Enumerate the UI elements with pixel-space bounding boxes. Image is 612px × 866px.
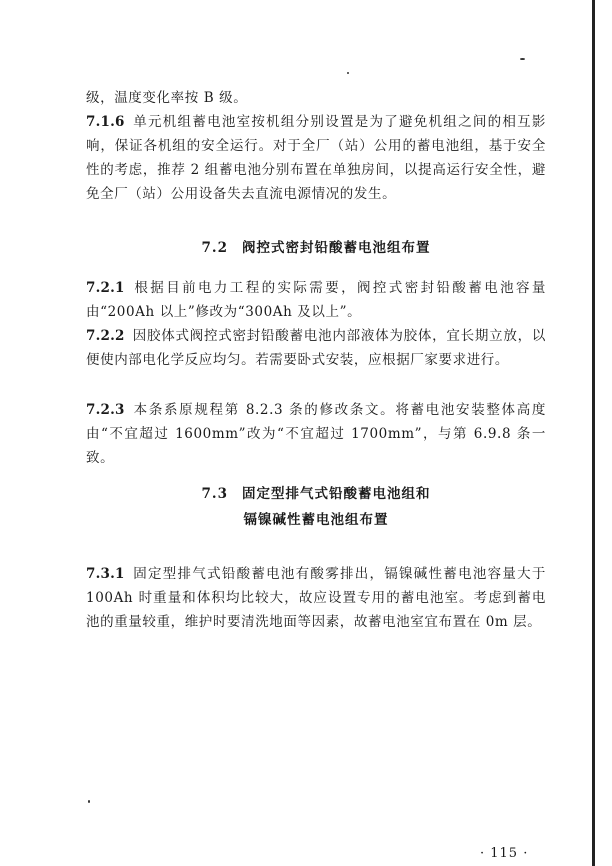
- clause-text: 本条系原规程第 8.2.3 条的修改条文。将蓄电池安装整体高度由“不宜超过 1600mm”改为“不宜超过 1700mm”，与第 6.9.8 条一致。: [86, 402, 546, 466]
- intro-line: 级，温度变化率按 B 级。: [86, 90, 248, 106]
- page-number: · 115 ·: [480, 846, 529, 861]
- section-number: 7.2: [201, 240, 228, 256]
- section-title-line2: 镉镍碱性蓄电池组布置: [243, 512, 389, 528]
- clause-number: 7.2.2: [86, 328, 125, 344]
- clause-7-3-1: [86, 562, 546, 634]
- clause-text: 根据目前电力工程的实际需要，阀控式密封铅酸蓄电池容量由“200Ah 以上”修改为“300Ah 及以上”。: [86, 280, 546, 320]
- section-heading-7-3: [86, 482, 546, 506]
- scan-speck: [88, 800, 90, 803]
- clause-7-2-2: [86, 324, 546, 372]
- clause-7-1-6: [86, 110, 546, 206]
- clause-number: 7.3.1: [86, 566, 125, 582]
- clause-number: 7.2.1: [86, 280, 125, 296]
- scan-speck: [520, 58, 525, 60]
- clause-number: 7.1.6: [86, 114, 125, 130]
- clause-7-2-1: [86, 276, 546, 324]
- clause-text: 因胶体式阀控式密封铅酸蓄电池内部液体为胶体，宜长期立放，以便使内部电化学反应均匀。若需要卧式安装，应根据厂家要求进行。: [86, 328, 546, 368]
- section-number: 7.3: [201, 486, 228, 502]
- section-heading-7-3-line2: [86, 508, 546, 532]
- clause-text: 单元机组蓄电池室按机组分别设置是为了避免机组之间的相互影响，保证各机组的安全运行。对于全厂（站）公用的蓄电池组，基于安全性的考虑，推荐 2 组蓄电池分别布置在单独房间，以提高运行安全性，避免全厂（站）公用设备失去直流电源情况的发生。: [86, 114, 546, 202]
- section-heading-7-2: [86, 236, 546, 260]
- scan-speck: [347, 72, 349, 74]
- section-title: 阀控式密封铅酸蓄电池组布置: [242, 240, 431, 256]
- section-title-line1: 固定型排气式铅酸蓄电池组和: [242, 486, 431, 502]
- clause-7-2-3: [86, 398, 546, 470]
- clause-number: 7.2.3: [86, 402, 125, 418]
- page-edge-line: [592, 0, 595, 866]
- intro-paragraph: [86, 86, 546, 110]
- clause-text: 固定型排气式铅酸蓄电池有酸雾排出，镉镍碱性蓄电池容量大于 100Ah 时重量和体积均比较大，故应设置专用的蓄电池室。考虑到蓄电池的重量较重，维护时要清洗地面等因素，故蓄电池室宜布置在 0m 层。: [86, 566, 546, 630]
